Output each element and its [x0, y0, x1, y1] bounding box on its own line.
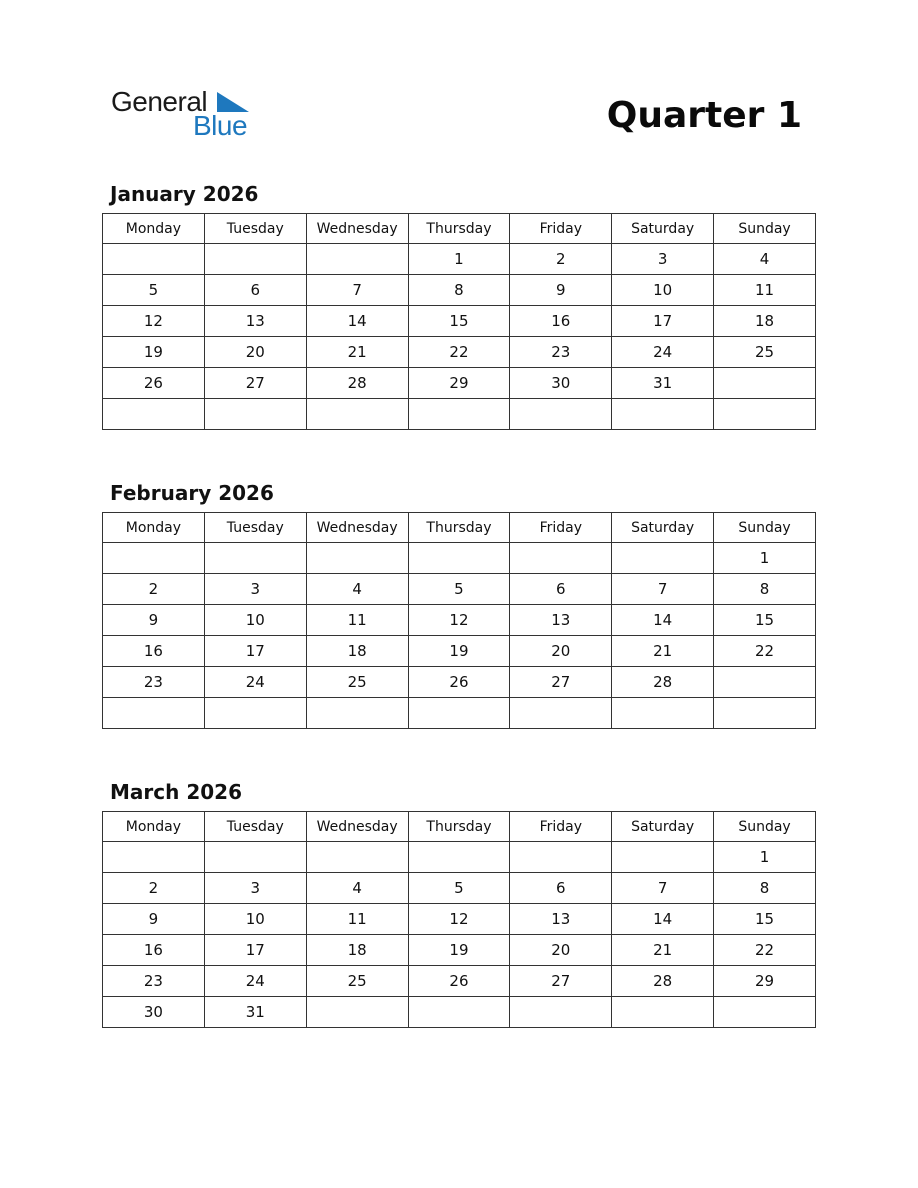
day-cell: 9	[510, 275, 612, 306]
week-row	[103, 337, 816, 368]
calendar-table	[102, 512, 816, 729]
day-cell: 3	[204, 574, 306, 605]
day-cell: 8	[714, 574, 816, 605]
weekday-header-row	[103, 812, 816, 842]
day-cell: 8	[408, 275, 510, 306]
day-cell: 5	[408, 574, 510, 605]
day-cell: 14	[612, 904, 714, 935]
day-cell: 28	[612, 667, 714, 698]
day-cell	[204, 698, 306, 729]
day-cell: 12	[103, 306, 205, 337]
day-cell: 22	[714, 935, 816, 966]
week-row	[103, 997, 816, 1028]
day-cell	[612, 543, 714, 574]
day-cell: 24	[204, 966, 306, 997]
weekday-header-row	[103, 214, 816, 244]
month-march	[102, 779, 816, 1028]
page-title: Quarter 1	[606, 95, 802, 136]
logo-word-blue: Blue	[193, 110, 248, 141]
day-cell: 6	[510, 873, 612, 904]
day-cell	[510, 698, 612, 729]
day-cell	[306, 842, 408, 873]
week-row	[103, 605, 816, 636]
weekday-header: Thursday	[408, 513, 510, 543]
day-cell: 11	[714, 275, 816, 306]
day-cell	[306, 399, 408, 430]
day-cell: 27	[510, 667, 612, 698]
week-row	[103, 698, 816, 729]
day-cell: 4	[306, 873, 408, 904]
day-cell: 4	[306, 574, 408, 605]
day-cell	[612, 842, 714, 873]
weekday-header-row	[103, 513, 816, 543]
day-cell	[408, 543, 510, 574]
weekday-header: Wednesday	[306, 214, 408, 244]
logo-word-general: General	[111, 86, 208, 117]
day-cell: 1	[714, 543, 816, 574]
day-cell: 25	[306, 966, 408, 997]
day-cell: 30	[103, 997, 205, 1028]
week-row	[103, 306, 816, 337]
month-february	[102, 480, 816, 729]
weekday-header: Monday	[103, 812, 205, 842]
day-cell	[714, 399, 816, 430]
week-row	[103, 935, 816, 966]
day-cell: 26	[103, 368, 205, 399]
day-cell: 24	[612, 337, 714, 368]
day-cell: 1	[714, 842, 816, 873]
day-cell	[103, 244, 205, 275]
day-cell: 21	[612, 935, 714, 966]
day-cell: 22	[714, 636, 816, 667]
week-row	[103, 904, 816, 935]
day-cell	[204, 244, 306, 275]
day-cell: 27	[204, 368, 306, 399]
day-cell: 13	[204, 306, 306, 337]
day-cell: 24	[204, 667, 306, 698]
general-blue-logo	[111, 86, 261, 142]
day-cell: 20	[510, 636, 612, 667]
day-cell	[306, 698, 408, 729]
day-cell	[408, 698, 510, 729]
day-cell	[714, 667, 816, 698]
day-cell: 18	[714, 306, 816, 337]
day-cell: 3	[612, 244, 714, 275]
day-cell: 25	[306, 667, 408, 698]
day-cell: 10	[204, 904, 306, 935]
day-cell: 19	[103, 337, 205, 368]
day-cell: 16	[103, 935, 205, 966]
day-cell: 29	[408, 368, 510, 399]
week-row	[103, 966, 816, 997]
day-cell	[306, 997, 408, 1028]
day-cell	[408, 842, 510, 873]
day-cell: 11	[306, 904, 408, 935]
day-cell	[408, 997, 510, 1028]
week-row	[103, 873, 816, 904]
week-row	[103, 275, 816, 306]
weekday-header: Monday	[103, 214, 205, 244]
weekday-header: Friday	[510, 812, 612, 842]
day-cell	[306, 244, 408, 275]
calendar-table	[102, 213, 816, 430]
calendar-table	[102, 811, 816, 1028]
day-cell	[103, 543, 205, 574]
day-cell: 9	[103, 605, 205, 636]
weekday-header: Sunday	[714, 214, 816, 244]
day-cell: 10	[612, 275, 714, 306]
week-row	[103, 543, 816, 574]
day-cell: 16	[510, 306, 612, 337]
week-row	[103, 244, 816, 275]
day-cell: 18	[306, 636, 408, 667]
day-cell: 28	[612, 966, 714, 997]
day-cell: 21	[306, 337, 408, 368]
day-cell	[714, 698, 816, 729]
week-row	[103, 636, 816, 667]
day-cell: 23	[103, 667, 205, 698]
weekday-header: Tuesday	[204, 513, 306, 543]
weekday-header: Sunday	[714, 513, 816, 543]
day-cell: 13	[510, 605, 612, 636]
day-cell: 16	[103, 636, 205, 667]
day-cell	[612, 997, 714, 1028]
day-cell: 6	[204, 275, 306, 306]
day-cell: 14	[306, 306, 408, 337]
day-cell: 15	[714, 904, 816, 935]
day-cell: 7	[612, 574, 714, 605]
week-row	[103, 667, 816, 698]
day-cell: 5	[103, 275, 205, 306]
week-row	[103, 368, 816, 399]
day-cell: 26	[408, 667, 510, 698]
month-title: February 2026	[110, 481, 274, 505]
day-cell: 13	[510, 904, 612, 935]
day-cell: 26	[408, 966, 510, 997]
day-cell: 21	[612, 636, 714, 667]
month-january	[102, 181, 816, 430]
day-cell: 14	[612, 605, 714, 636]
weekday-header: Tuesday	[204, 214, 306, 244]
day-cell: 22	[408, 337, 510, 368]
day-cell: 3	[204, 873, 306, 904]
day-cell	[103, 399, 205, 430]
day-cell: 10	[204, 605, 306, 636]
day-cell	[204, 399, 306, 430]
weekday-header: Wednesday	[306, 513, 408, 543]
weekday-header: Saturday	[612, 513, 714, 543]
day-cell: 25	[714, 337, 816, 368]
day-cell	[204, 543, 306, 574]
day-cell: 19	[408, 636, 510, 667]
day-cell: 20	[204, 337, 306, 368]
weekday-header: Sunday	[714, 812, 816, 842]
day-cell	[612, 698, 714, 729]
day-cell: 2	[103, 873, 205, 904]
day-cell	[714, 368, 816, 399]
day-cell	[510, 997, 612, 1028]
day-cell: 17	[612, 306, 714, 337]
day-cell: 27	[510, 966, 612, 997]
day-cell	[510, 842, 612, 873]
weekday-header: Thursday	[408, 812, 510, 842]
weekday-header: Saturday	[612, 812, 714, 842]
day-cell: 2	[510, 244, 612, 275]
day-cell: 1	[408, 244, 510, 275]
day-cell	[510, 543, 612, 574]
day-cell: 12	[408, 605, 510, 636]
day-cell: 15	[408, 306, 510, 337]
day-cell: 18	[306, 935, 408, 966]
day-cell	[103, 842, 205, 873]
day-cell	[612, 399, 714, 430]
weekday-header: Wednesday	[306, 812, 408, 842]
day-cell: 7	[306, 275, 408, 306]
day-cell	[408, 399, 510, 430]
day-cell: 4	[714, 244, 816, 275]
day-cell: 19	[408, 935, 510, 966]
month-title: January 2026	[110, 182, 259, 206]
day-cell: 28	[306, 368, 408, 399]
month-title: March 2026	[110, 780, 242, 804]
day-cell: 29	[714, 966, 816, 997]
day-cell: 9	[103, 904, 205, 935]
day-cell: 7	[612, 873, 714, 904]
day-cell: 17	[204, 935, 306, 966]
week-row	[103, 399, 816, 430]
day-cell: 2	[103, 574, 205, 605]
day-cell: 15	[714, 605, 816, 636]
day-cell: 11	[306, 605, 408, 636]
day-cell: 23	[510, 337, 612, 368]
day-cell: 23	[103, 966, 205, 997]
day-cell	[714, 997, 816, 1028]
day-cell: 31	[204, 997, 306, 1028]
weekday-header: Thursday	[408, 214, 510, 244]
day-cell: 6	[510, 574, 612, 605]
day-cell: 17	[204, 636, 306, 667]
day-cell: 5	[408, 873, 510, 904]
day-cell: 12	[408, 904, 510, 935]
day-cell: 20	[510, 935, 612, 966]
day-cell	[103, 698, 205, 729]
week-row	[103, 842, 816, 873]
logo-triangle-icon	[217, 92, 249, 112]
day-cell: 31	[612, 368, 714, 399]
day-cell: 8	[714, 873, 816, 904]
weekday-header: Friday	[510, 513, 612, 543]
day-cell: 30	[510, 368, 612, 399]
day-cell	[204, 842, 306, 873]
week-row	[103, 574, 816, 605]
weekday-header: Tuesday	[204, 812, 306, 842]
weekday-header: Monday	[103, 513, 205, 543]
weekday-header: Saturday	[612, 214, 714, 244]
day-cell	[306, 543, 408, 574]
day-cell	[510, 399, 612, 430]
weekday-header: Friday	[510, 214, 612, 244]
